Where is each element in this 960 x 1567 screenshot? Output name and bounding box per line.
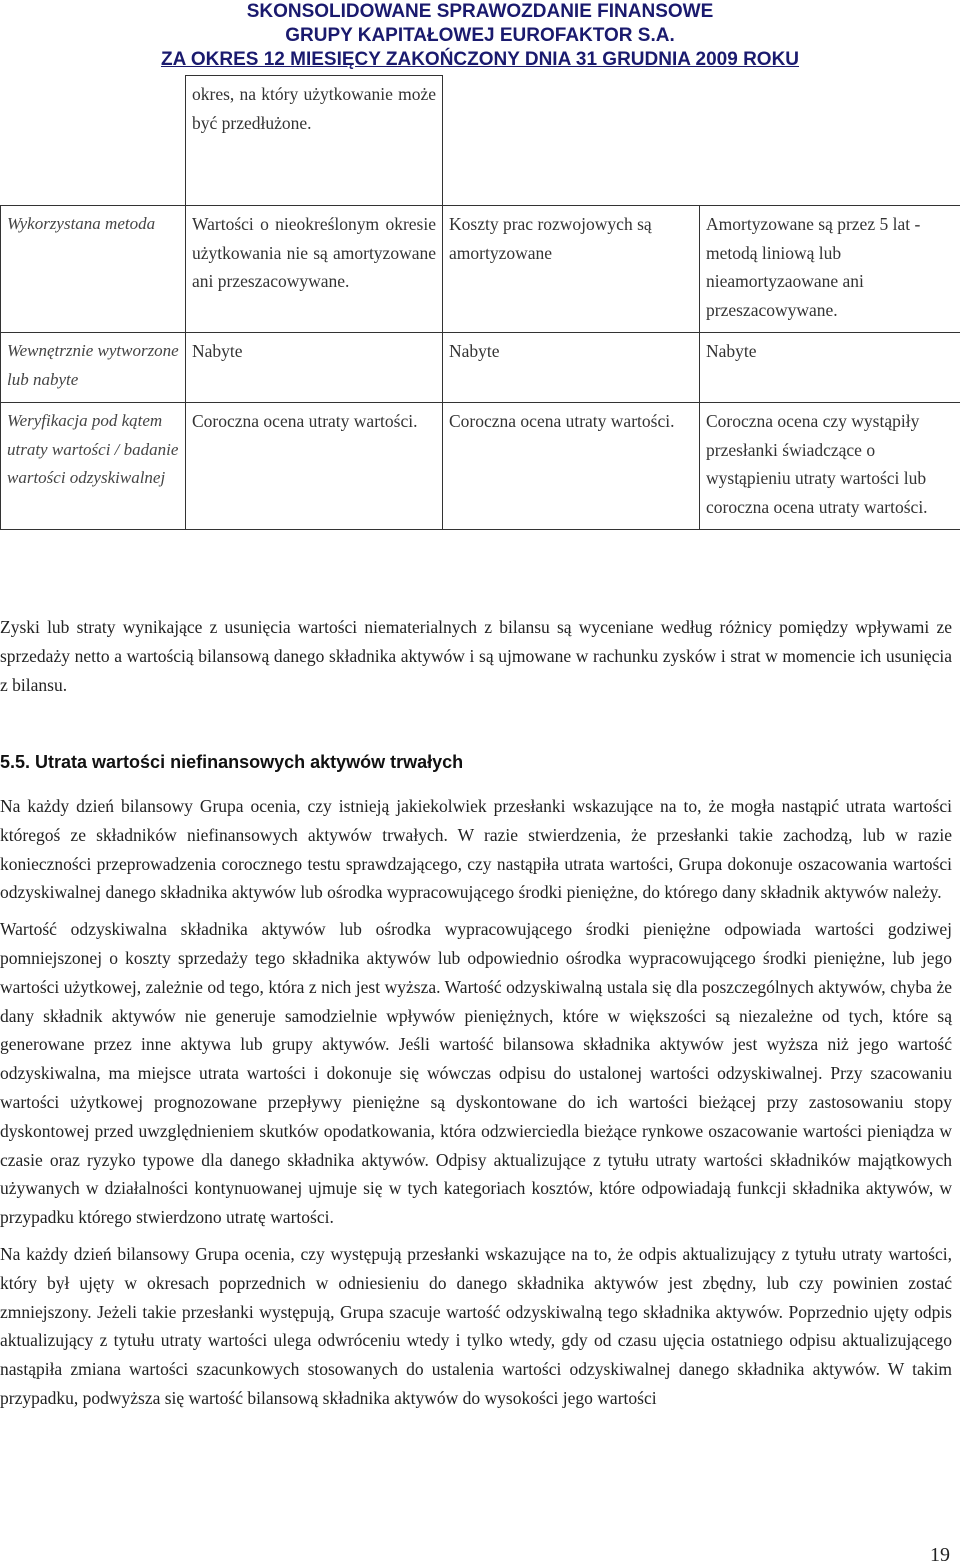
row-label: Wewnętrznie wytworzone lub nabyte — [1, 333, 186, 403]
section-heading: 5.5. Utrata wartości niefinansowych aktywów trwałych — [0, 752, 464, 772]
table-cell: Koszty prac rozwojowych są amortyzowane — [443, 206, 700, 333]
header-title-line-1: SKONSOLIDOWANE SPRAWOZDANIE FINANSOWE — [246, 1, 714, 22]
table-row — [1, 403, 960, 530]
table-cell: Nabyte — [186, 333, 443, 403]
after-table-text — [0, 613, 952, 707]
paragraph: Zyski lub straty wynikające z usunięcia wartości niematerialnych z bilansu są wyceniane według różnicy pomiędzy wpływami ze sprzedaży netto a wartością bilansową danego składnika aktywów i są ujmowane w rachunku zysków i strat w momencie ich usunięcia z bilansu. — [0, 617, 952, 695]
page-number: 19 — [930, 1544, 950, 1566]
header-title-line-3: ZA OKRES 12 MIESIĘCY ZAKOŃCZONY DNIA 31 GRUDNIA 2009 ROKU — [160, 49, 800, 70]
table-cell — [443, 76, 700, 206]
row-label: Weryfikacja pod kątem utraty wartości / badanie wartości odzyskiwalnej — [1, 403, 186, 530]
table-cell: Nabyte — [700, 333, 960, 403]
table-cell: Coroczna ocena utraty wartości. — [186, 403, 443, 530]
page-header — [0, 0, 960, 72]
paragraph: Na każdy dzień bilansowy Grupa ocenia, czy istnieją jakiekolwiek przesłanki wskazujące na to, że mogła nastąpić utrata wartości któregoś ze składników niefinansowych aktywów trwałych. W razie stwierdzenia, że przesłanki takie zachodzą, lub w razie konieczności przeprowadzenia corocznego testu sprawdzającego, czy nastąpiła utrata wartości, Grupa dokonuje oszacowania wartości odzyskiwalnej danego składnika aktywów lub ośrodka wypracowującego środki pieniężne, do którego dany składnik aktywów należy. — [0, 796, 952, 903]
table-cell: Wartości o nieokreślonym okresie użytkowania nie są amortyzowane ani przeszacowywane. — [186, 206, 443, 333]
table-cell-continuation: okres, na który użytkowanie może być przedłużone. — [186, 76, 443, 206]
paragraph: Na każdy dzień bilansowy Grupa ocenia, czy występują przesłanki wskazujące na to, że odpis aktualizujący z tytułu utraty wartości, który był ujęty w okresach poprzednich w odniesieniu do danego składnika aktywów jest zbędny, lub czy powinien zostać zmniejszony. Jeżeli takie przesłanki występują, Grupa szacuje wartość odzyskiwalną tego składnika aktywów. Poprzednio ujęty odpis aktualizujący z tytułu utraty wartości ulega odwróceniu wtedy i tylko wtedy, gdy od czasu ujęcia ostatniego odpisu aktualizującego nastąpiła zmiana wartości szacunkowych stosowanych do ustalenia wartości odzyskiwalnej danego składnika aktywów. W takim przypadku, podwyższa się wartość bilansową składnika aktywów do wysokości jego wartości — [0, 1243, 952, 1408]
table-cell: Coroczna ocena czy wystąpiły przesłanki świadczące o wystąpieniu utraty wartości lub coroczna ocena utraty wartości. — [700, 403, 960, 530]
table-row — [1, 333, 960, 403]
intangible-assets-methods-table — [0, 75, 960, 530]
table-cell: Nabyte — [443, 333, 700, 403]
table-cell: Amortyzowane są przez 5 lat - metodą liniową lub nieamortyzaowane ani przeszacowywane. — [700, 206, 960, 333]
table-cell — [1, 76, 186, 206]
table-cell — [700, 76, 960, 206]
paragraph: Wartość odzyskiwalna składnika aktywów lub ośrodka wypracowującego środki pieniężne odpowiada wartości godziwej pomniejszonej o koszty sprzedaży tego składnika aktywów lub odpowiednio ośrodka wypracowującego środki pieniężne, lub jego wartości użytkowej, zależnie od tego, która z nich jest wyższa. Wartość odzyskiwalną ustala się dla poszczególnych aktywów, chyba że dany składnik aktywów nie generuje samodzielnie wpływów pieniężnych, które w większości są niezależne od tych, które są generowane przez inne aktywa lub grupy aktywów. Jeśli wartość bilansowa składnika aktywów jest wyższa niż jego wartość odzyskiwalna, ma miejsce utrata wartości i dokonuje się wówczas odpisu do ustalonej wartości odzyskiwalnej. Przy szacowaniu wartości użytkowej prognozowane przepływy pieniężne są dyskontowane do ich wartości bieżącej przy zastosowaniu stopy dyskontowej przed uwzględnieniem skutków opodatkowania, która odzwierciedla bieżące rynkowe oszacowanie wartości pieniądza w czasie oraz ryzyko typowe dla danego składnika aktywów. Odpisy aktualizujące z tytułu utraty wartości składników majątkowych używanych w działalności kontynuowanej ujmuje się w tych kategoriach kosztów, które odpowiadają funkcji składnika aktywów, w przypadku którego stwierdzono utratę wartości. — [0, 919, 952, 1228]
table-cell: Coroczna ocena utraty wartości. — [443, 403, 700, 530]
row-label: Wykorzystana metoda — [1, 206, 186, 333]
header-title-line-2: GRUPY KAPITAŁOWEJ EUROFAKTOR S.A. — [285, 25, 675, 46]
table-row — [1, 76, 960, 206]
table-row — [1, 206, 960, 333]
section-body — [0, 792, 952, 1421]
